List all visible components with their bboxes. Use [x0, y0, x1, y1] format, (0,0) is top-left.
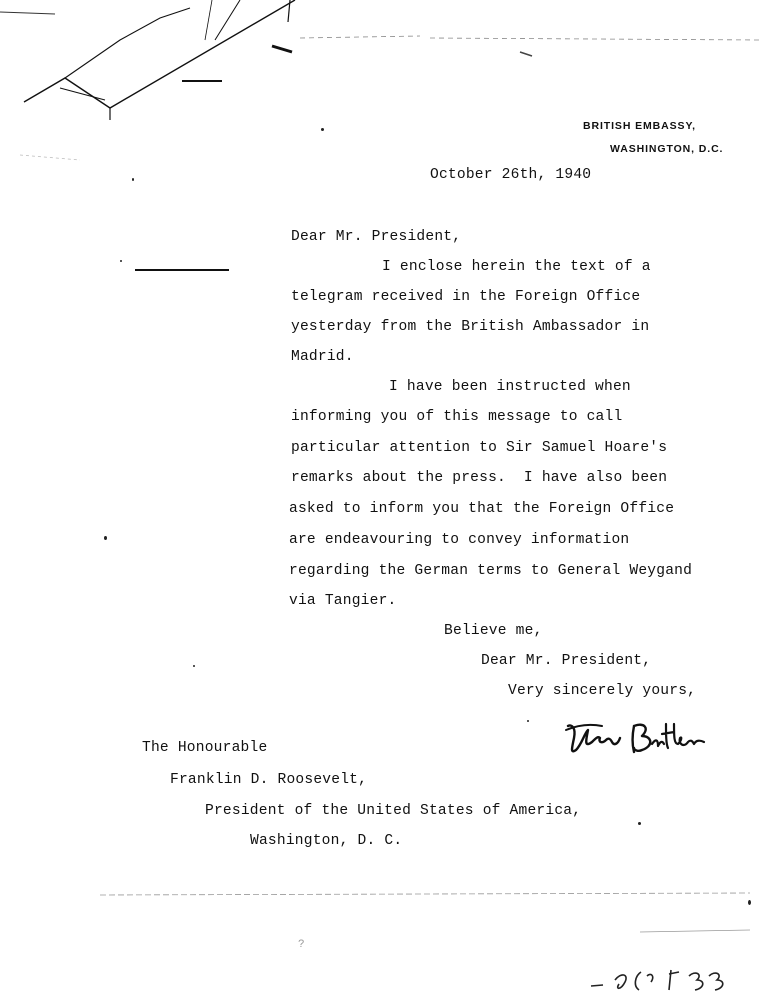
body-line: telegram received in the Foreign Office: [291, 289, 641, 305]
scan-speck: [132, 178, 134, 181]
body-line: remarks about the press. I have also been: [291, 470, 668, 486]
scan-speck: [193, 665, 195, 667]
scan-speck: [120, 260, 122, 262]
scan-mark: ?: [298, 939, 305, 951]
handwritten-signature: [562, 714, 712, 764]
margin-rule: [135, 269, 229, 271]
closing-line-1: Believe me,: [444, 623, 543, 639]
scan-speck: [104, 536, 107, 540]
body-line: via Tangier.: [289, 593, 397, 609]
archive-mark: [585, 962, 725, 991]
letter-date: October 26th, 1940: [430, 167, 592, 183]
scan-speck: [321, 128, 324, 131]
recipient-line-3: President of the United States of America,: [205, 803, 582, 819]
body-line: are endeavouring to convey information: [289, 532, 630, 548]
closing-line-3: Very sincerely yours,: [508, 683, 697, 699]
letterhead-line-1: BRITISH EMBASSY,: [583, 120, 696, 132]
recipient-line-4: Washington, D. C.: [250, 833, 403, 849]
body-line: yesterday from the British Ambassador in: [291, 319, 650, 335]
body-line: I enclose herein the text of a: [382, 259, 651, 275]
recipient-line-2: Franklin D. Roosevelt,: [170, 772, 368, 788]
body-line: Madrid.: [291, 349, 354, 365]
closing-line-2: Dear Mr. President,: [481, 653, 652, 669]
body-line: informing you of this message to call: [291, 409, 623, 425]
scan-speck: [527, 720, 529, 722]
body-line: particular attention to Sir Samuel Hoare's: [291, 440, 668, 456]
letterhead-line-2: WASHINGTON, D.C.: [610, 143, 724, 155]
scan-speck: [748, 900, 751, 905]
scan-speck: [638, 822, 641, 825]
salutation: Dear Mr. President,: [291, 229, 462, 245]
body-line: regarding the German terms to General Weygand: [289, 563, 693, 579]
recipient-line-1: The Honourable: [142, 740, 268, 756]
body-line: I have been instructed when: [389, 379, 631, 395]
margin-rule: [182, 80, 222, 82]
body-line: asked to inform you that the Foreign Office: [289, 501, 675, 517]
